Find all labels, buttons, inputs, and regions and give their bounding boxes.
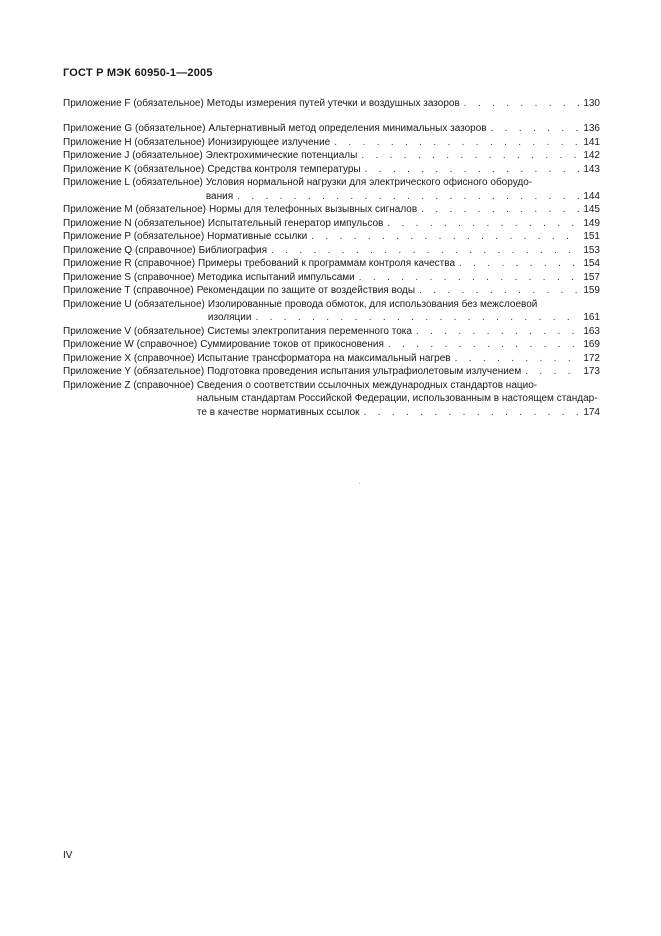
toc-entry — [63, 230, 600, 244]
toc-entry-title-line: Методы измерения путей утечки и воздушных зазоров — [206, 98, 460, 109]
table-of-contents — [63, 97, 600, 419]
toc-entry-title-line: Библиография — [198, 244, 268, 256]
toc-entry-annex-label: Приложение G (обязательное) — [63, 123, 206, 134]
scan-speck — [359, 483, 360, 484]
document-header: ГОСТ Р МЭК 60950-1—2005 — [63, 67, 213, 79]
toc-entry-annex-label: Приложение Q (справочное) — [63, 244, 196, 256]
toc-entry-annex-label: Приложение U (обязательное) — [63, 298, 205, 310]
toc-entry-title-line: Нормы для телефонных вызывных сигналов — [209, 204, 418, 215]
toc-entry-page-number: 145 — [583, 204, 600, 215]
dot-leader — [384, 338, 580, 352]
toc-entry-page-number: 163 — [583, 325, 600, 337]
toc-entry — [63, 338, 600, 352]
toc-entry — [63, 365, 600, 379]
toc-entry — [63, 284, 600, 298]
toc-entry-title-line: Рекомендации по защите от воздействия воды — [196, 285, 416, 296]
dot-leader — [357, 149, 580, 163]
dot-leader — [412, 325, 580, 339]
toc-entry-title-line: Условия нормальной нагрузки для электрического офисного оборудо- — [205, 177, 533, 188]
toc-entry-annex-label: Приложение R (справочное) — [63, 258, 196, 269]
toc-entry-annex-label: Приложение P (обязательное) — [63, 231, 205, 242]
toc-entry-page-number: 144 — [583, 190, 600, 202]
toc-entry-title-line: те в качестве нормативных ссылок — [196, 406, 360, 418]
toc-entry — [63, 97, 600, 111]
toc-entry-annex-label: Приложение T (справочное) — [63, 285, 194, 296]
toc-entry-annex-label: Приложение S (справочное) — [63, 271, 195, 283]
toc-entry-title-line: Испытание трансформатора на максимальный нагрев — [197, 352, 451, 364]
dot-leader — [355, 271, 580, 285]
toc-entry-page-number: 149 — [583, 217, 600, 229]
toc-entry-page-number: 169 — [583, 339, 600, 350]
toc-entry-annex-label: Приложение N (обязательное) — [63, 217, 205, 229]
dot-leader — [521, 365, 580, 379]
toc-entry-title-line: Испытательный генератор импульсов — [207, 217, 384, 229]
toc-entry — [63, 136, 600, 150]
dot-leader — [417, 203, 580, 217]
dot-leader — [360, 406, 580, 420]
toc-entry-annex-label: Приложение W (справочное) — [63, 339, 198, 350]
toc-entry-page-number: 141 — [583, 136, 600, 148]
toc-entry-title-line: нальным стандартам Российской Федерации, использованным в настоящем стандар- — [196, 393, 598, 404]
toc-entry — [63, 149, 600, 163]
toc-entry-annex-label: Приложение Z (справочное) — [63, 379, 194, 391]
toc-entry — [63, 352, 600, 366]
page-number: IV — [63, 850, 73, 861]
toc-entry-title-line: Ионизирующее излучение — [207, 136, 331, 148]
dot-leader — [330, 136, 580, 150]
toc-entry-title-line: изоляции — [207, 312, 252, 323]
toc-entry-page-number: 174 — [583, 406, 600, 418]
toc-entry — [63, 217, 600, 231]
toc-entry — [63, 298, 600, 325]
toc-entry-annex-label: Приложение K (обязательное) — [63, 163, 205, 175]
toc-entry-page-number: 157 — [583, 271, 600, 283]
toc-entry-page-number: 151 — [583, 231, 600, 242]
toc-entry — [63, 163, 600, 177]
toc-entry-annex-label: Приложение J (обязательное) — [63, 150, 203, 161]
dot-leader — [460, 97, 580, 111]
toc-entry-page-number: 159 — [583, 285, 600, 296]
toc-entry-annex-label: Приложение L (обязательное) — [63, 177, 203, 188]
toc-entry-annex-label: Приложение H (обязательное) — [63, 136, 205, 148]
toc-entry-annex-label: Приложение V (обязательное) — [63, 325, 205, 337]
toc-entry-page-number: 142 — [583, 150, 600, 161]
toc-entry-title-line: вания — [205, 190, 234, 202]
toc-entry-title-line: Примеры требований к программам контроля качества — [198, 258, 456, 269]
toc-entry — [63, 203, 600, 217]
toc-entry-annex-label: Приложение Y (обязательное) — [63, 366, 205, 377]
toc-entry-page-number: 143 — [583, 163, 600, 175]
toc-entry-title-line: Сведения о соответствии ссылочных международных стандартов нацио- — [196, 379, 538, 391]
toc-entry — [63, 122, 600, 136]
toc-entry-page-number: 173 — [583, 366, 600, 377]
toc-entry — [63, 379, 600, 420]
toc-entry-title-line: Средства контроля температуры — [207, 163, 361, 175]
toc-entry-title-line: Альтернативный метод определения минимальных зазоров — [208, 123, 487, 134]
dot-leader — [383, 217, 580, 231]
toc-entry-page-number: 136 — [583, 123, 600, 134]
dot-leader — [233, 190, 580, 204]
dot-leader — [487, 122, 580, 136]
toc-entry-title-line: Методика испытаний импульсами — [197, 271, 355, 283]
toc-entry — [63, 176, 600, 203]
dot-leader — [415, 284, 580, 298]
toc-entry-page-number: 172 — [583, 352, 600, 364]
dot-leader — [451, 352, 580, 366]
toc-entry-annex-label: Приложение M (обязательное) — [63, 204, 206, 215]
toc-entry-title-line: Электрохимические потенциалы — [205, 150, 358, 161]
toc-entry-annex-label: Приложение F (обязательное) — [63, 98, 204, 109]
toc-entry-title-line: Подготовка проведения испытания ультрафиолетовым излучением — [207, 366, 522, 377]
toc-entry-title-line: Изолированные провода обмоток, для использования без межслоевой — [207, 298, 538, 310]
toc-entry-page-number: 153 — [583, 244, 600, 256]
dot-leader — [267, 244, 580, 258]
dot-leader — [307, 230, 580, 244]
toc-entry-page-number: 161 — [583, 312, 600, 323]
toc-entry — [63, 271, 600, 285]
toc-entry-title-line: Суммирование токов от прикосновения — [200, 339, 384, 350]
toc-entry-title-line: Системы электропитания переменного тока — [207, 325, 412, 337]
toc-entry-page-number: 130 — [583, 98, 600, 109]
toc-entry — [63, 325, 600, 339]
toc-entry-page-number: 154 — [583, 258, 600, 269]
toc-entry-annex-label: Приложение X (справочное) — [63, 352, 195, 364]
toc-entry-title-line: Нормативные ссылки — [207, 231, 308, 242]
dot-leader — [251, 311, 580, 325]
dot-leader — [361, 163, 580, 177]
toc-entry — [63, 244, 600, 258]
toc-entry — [63, 257, 600, 271]
dot-leader — [455, 257, 580, 271]
